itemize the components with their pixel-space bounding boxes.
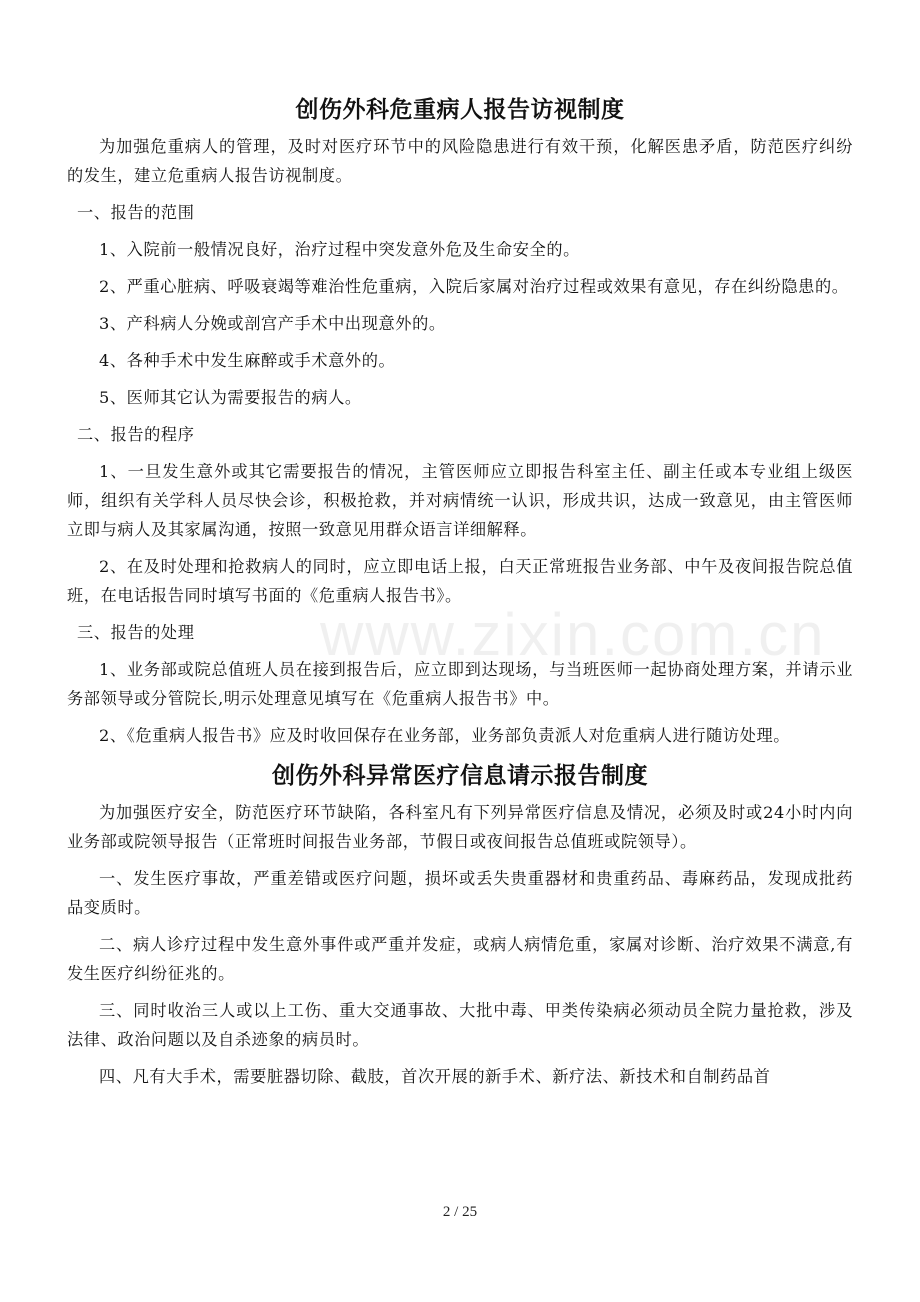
scope-item: 2、严重心脏病、呼吸衰竭等难治性危重病，入院后家属对治疗过程或效果有意见，存在纠纷隐患的。 bbox=[99, 277, 849, 296]
section1-intro: 为加强危重病人的管理，及时对医疗环节中的风险隐患进行有效干预，化解医患矛盾，防范医疗纠纷的发生，建立危重病人报告访视制度。 bbox=[67, 137, 853, 185]
document-page bbox=[67, 92, 853, 1099]
scope-item: 1、入院前一般情况良好，治疗过程中突发意外危及生命安全的。 bbox=[99, 240, 580, 259]
section2-intro: 为加强医疗安全，防范医疗环节缺陷，各科室凡有下列异常医疗信息及情况，必须及时或24小时内向业务部或院领导报告（正常班时间报告业务部，节假日或夜间报告总值班或院领导）。 bbox=[67, 803, 853, 851]
handling-item: 2、《危重病人报告书》应及时收回保存在业务部，业务部负责派人对危重病人进行随访处理。 bbox=[99, 726, 791, 745]
section1-title: 创伤外科危重病人报告访视制度 bbox=[295, 97, 625, 123]
handling-heading: 三、报告的处理 bbox=[77, 623, 195, 642]
page-number: 2 / 25 bbox=[442, 1204, 478, 1220]
procedure-heading: 二、报告的程序 bbox=[77, 425, 195, 444]
section2-title: 创伤外科异常医疗信息请示报告制度 bbox=[272, 763, 648, 789]
procedure-item: 1、一旦发生意外或其它需要报告的情况，主管医师应立即报告科室主任、副主任或本专业组上级医师，组织有关学科人员尽快会诊，积极抢救，并对病情统一认识，形成共识，达成一致意见，由主管医师立即与病人及其家属沟通，按照一致意见用群众语言详细解释。 bbox=[67, 462, 853, 539]
procedure-item: 2、在及时处理和抢救病人的同时，应立即电话上报，白天正常班报告业务部、中午及夜间报告院总值班，在电话报告同时填写书面的《危重病人报告书》。 bbox=[67, 557, 853, 605]
watermark-text: www.zixin.com.cn bbox=[320, 601, 826, 668]
report-item: 一、发生医疗事故，严重差错或医疗问题，损坏或丢失贵重器材和贵重药品、毒麻药品，发现成批药品变质时。 bbox=[67, 869, 853, 917]
report-item: 二、病人诊疗过程中发生意外事件或严重并发症，或病人病情危重，家属对诊断、治疗效果不满意,有发生医疗纠纷征兆的。 bbox=[67, 935, 853, 983]
scope-item: 3、产科病人分娩或剖宫产手术中出现意外的。 bbox=[99, 314, 446, 333]
handling-item: 1、业务部或院总值班人员在接到报告后，应立即到达现场，与当班医师一起协商处理方案，并请示业务部领导或分管院长,明示处理意见填写在《危重病人报告书》中。 bbox=[67, 660, 853, 708]
report-item: 三、同时收治三人或以上工伤、重大交通事故、大批中毒、甲类传染病必须动员全院力量抢救，涉及法律、政治问题以及自杀迹象的病员时。 bbox=[67, 1001, 853, 1049]
scope-heading: 一、报告的范围 bbox=[77, 203, 195, 222]
report-item: 四、凡有大手术，需要脏器切除、截肢，首次开展的新手术、新疗法、新技术和自制药品首 bbox=[99, 1067, 771, 1086]
scope-item: 5、医师其它认为需要报告的病人。 bbox=[99, 388, 362, 407]
scope-item: 4、各种手术中发生麻醉或手术意外的。 bbox=[99, 351, 396, 370]
